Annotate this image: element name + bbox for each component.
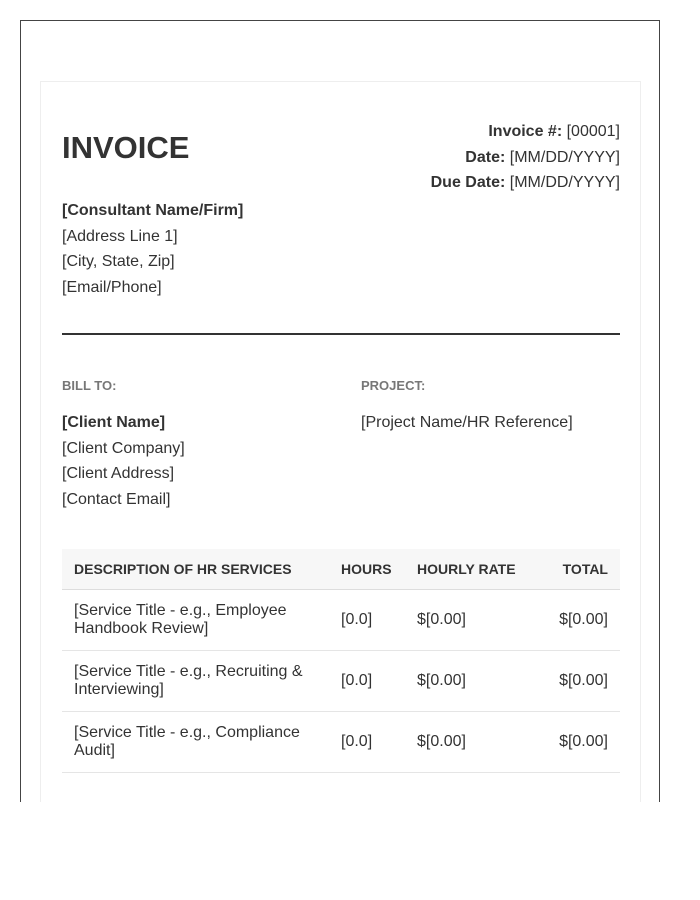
table-header-row [62,549,620,589]
consultant-name: [Consultant Name/Firm] [62,202,244,219]
invoice-meta [431,119,620,196]
bill-to-label: BILL TO: [62,378,117,393]
invoice-number-label: Invoice #: [488,123,563,140]
bill-to-details [62,410,185,512]
table-row [62,589,620,650]
invoice-title: INVOICE [62,130,190,165]
invoice-date-label: Date: [465,148,506,166]
row-hours: [0.0] [329,711,405,772]
project-block [361,378,573,436]
consultant-address: [Address Line 1] [62,227,178,245]
row-description: [Service Title - e.g., Compliance Audit] [62,711,329,772]
project-value: [Project Name/HR Reference] [361,414,573,431]
invoice-due-value: [MM/DD/YYYY] [509,174,620,191]
client-name: [Client Name] [62,414,166,431]
header-divider [62,333,620,335]
client-address: [Client Address] [62,465,175,482]
invoice-date-value: [MM/DD/YYYY] [509,148,620,166]
invoice-date-line [431,145,620,171]
header-rate: HOURLY RATE [405,549,535,589]
consultant-block [62,198,243,300]
row-rate: $[0.00] [405,650,535,711]
table-row [62,650,620,711]
row-description: [Service Title - e.g., Recruiting & Interviewing] [62,650,329,711]
client-company: [Client Company] [62,439,185,457]
row-total: $[0.00] [535,711,620,772]
row-total: $[0.00] [535,589,620,650]
row-hours: [0.0] [329,589,405,650]
table-row [62,711,620,772]
row-description: [Service Title - e.g., Employee Handbook Review] [62,589,329,650]
row-rate: $[0.00] [405,711,535,772]
consultant-contact: [Email/Phone] [62,278,162,296]
client-email: [Contact Email] [62,490,171,508]
bill-to-block [62,378,185,512]
header-hours: HOURS [329,549,405,589]
header-total: TOTAL [535,549,620,589]
services-table [62,549,620,773]
header-description: DESCRIPTION OF HR SERVICES [62,549,329,589]
consultant-city: [City, State, Zip] [62,253,175,270]
invoice-number-value: [00001] [566,123,620,140]
project-label: PROJECT: [361,378,426,393]
row-total: $[0.00] [535,650,620,711]
invoice-due-line [431,170,620,196]
row-hours: [0.0] [329,650,405,711]
invoice-due-label: Due Date: [430,174,506,191]
row-rate: $[0.00] [405,589,535,650]
invoice-number-line [431,119,620,145]
